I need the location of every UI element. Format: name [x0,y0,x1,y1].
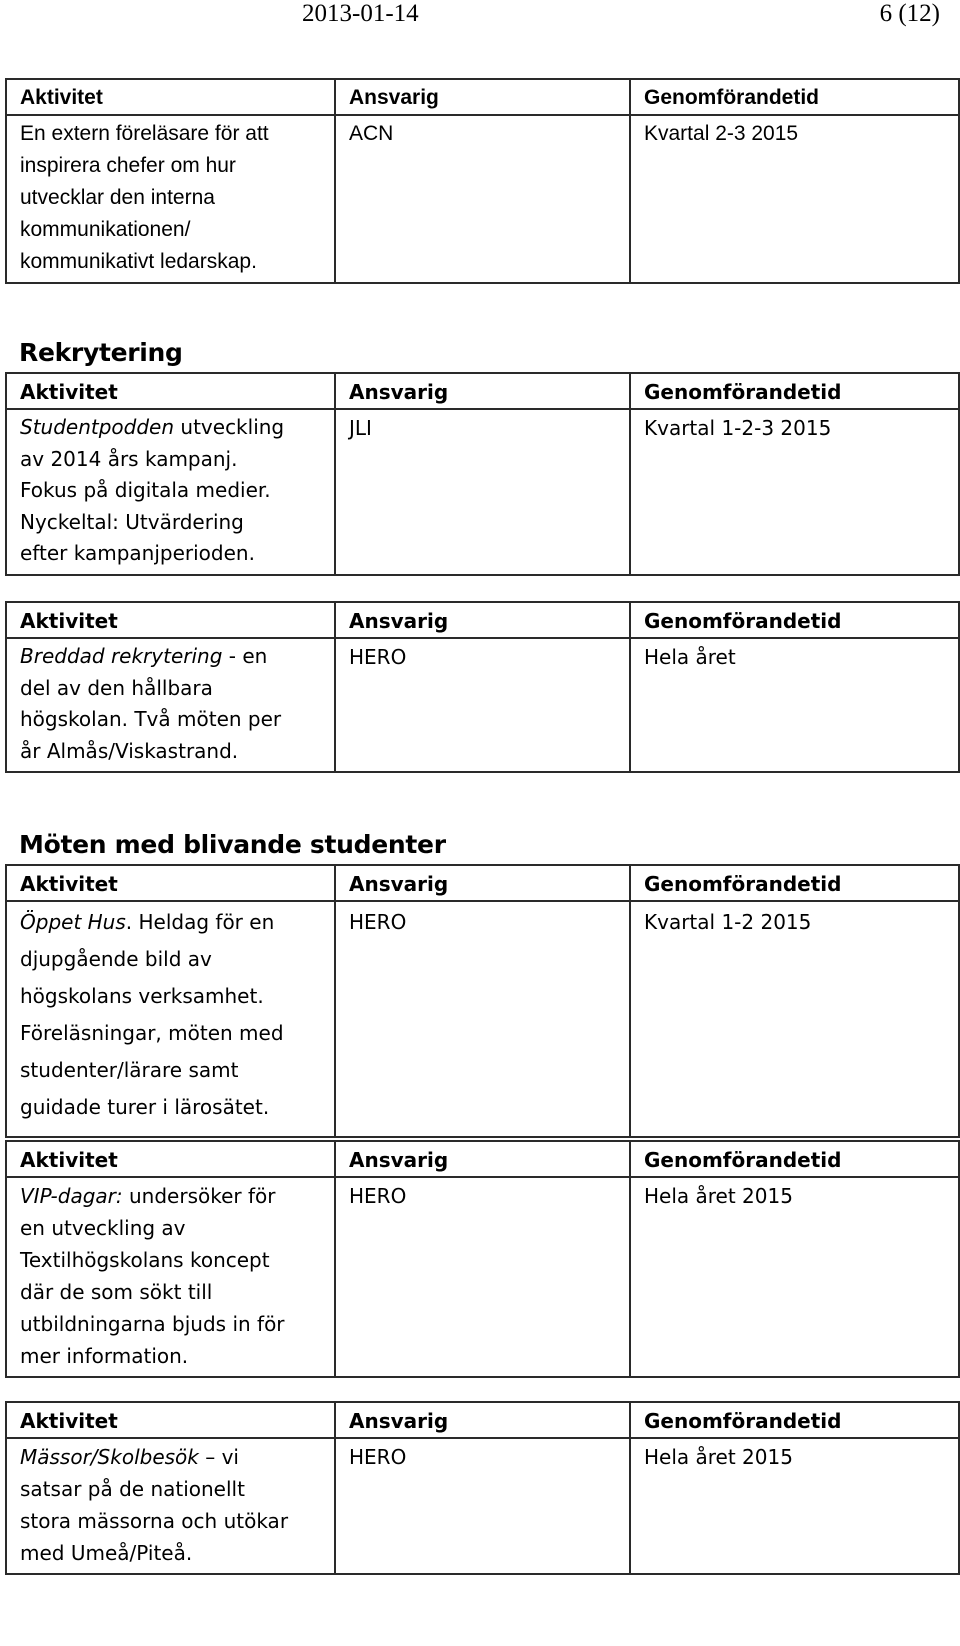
column-header-time: Genomförandetid [630,1402,959,1438]
column-header-responsible: Ansvarig [335,1141,630,1177]
column-header-activity: Aktivitet [6,373,335,409]
activity-table-2 [5,372,960,576]
column-header-activity: Aktivitet [6,865,335,901]
responsible-cell: HERO [335,901,630,1137]
column-header-time: Genomförandetid [630,1141,959,1177]
activity-cell: Mässor/Skolbesök – vi satsar på de nationellt stora mässorna och utökar med Umeå/Piteå. [6,1438,335,1574]
activity-cell: Breddad rekrytering - en del av den hållbara högskolan. Två möten per år Almås/Viskastrand. [6,638,335,772]
column-header-activity: Aktivitet [6,1141,335,1177]
activity-table-5 [5,1140,960,1378]
responsible-cell: HERO [335,638,630,772]
table-row [6,115,959,283]
table-row [6,638,959,772]
table-row [6,1438,959,1574]
responsible-cell: HERO [335,1438,630,1574]
responsible-cell: JLI [335,409,630,575]
activity-table-6 [5,1401,960,1575]
activity-table-4 [5,864,960,1138]
time-cell: Hela året [630,638,959,772]
column-header-responsible: Ansvarig [335,373,630,409]
column-header-responsible: Ansvarig [335,1402,630,1438]
table-header-row [6,79,959,115]
activity-table-3 [5,601,960,773]
table-row [6,409,959,575]
activity-table-1 [5,78,960,284]
document-date: 2013-01-14 [302,0,419,27]
table-header-row [6,1141,959,1177]
table-row [6,901,959,1137]
responsible-cell: ACN [335,115,630,283]
column-header-activity: Aktivitet [6,1402,335,1438]
activity-cell: Studentpodden utveckling av 2014 års kampanj. Fokus på digitala medier. Nyckeltal: Utvärdering efter kampanjperioden. [6,409,335,575]
table-header-row [6,1402,959,1438]
table-header-row [6,373,959,409]
column-header-time: Genomförandetid [630,373,959,409]
table-header-row [6,865,959,901]
time-cell: Hela året 2015 [630,1177,959,1377]
column-header-time: Genomförandetid [630,865,959,901]
column-header-time: Genomförandetid [630,79,959,115]
time-cell: Kvartal 1-2-3 2015 [630,409,959,575]
column-header-activity: Aktivitet [6,602,335,638]
column-header-responsible: Ansvarig [335,602,630,638]
page-number: 6 (12) [879,0,940,27]
section-title-rekrytering: Rekrytering [19,338,183,367]
activity-cell: Öppet Hus. Heldag för en djupgående bild av högskolans verksamhet. Föreläsningar, möten med studenter/lärare samt guidade turer i lärosätet. [6,901,335,1137]
page-header [0,0,960,40]
time-cell: Kvartal 2-3 2015 [630,115,959,283]
column-header-time: Genomförandetid [630,602,959,638]
table-row [6,1177,959,1377]
activity-cell: En extern föreläsare för att inspirera chefer om hur utvecklar den interna kommunikationen/ kommunikativt ledarskap. [6,115,335,283]
time-cell: Hela året 2015 [630,1438,959,1574]
table-header-row [6,602,959,638]
column-header-responsible: Ansvarig [335,79,630,115]
time-cell: Kvartal 1-2 2015 [630,901,959,1137]
section-title-moten: Möten med blivande studenter [19,830,446,859]
responsible-cell: HERO [335,1177,630,1377]
column-header-activity: Aktivitet [6,79,335,115]
column-header-responsible: Ansvarig [335,865,630,901]
activity-cell: VIP-dagar: undersöker för en utveckling av Textilhögskolans koncept där de som sökt till utbildningarna bjuds in för mer information. [6,1177,335,1377]
